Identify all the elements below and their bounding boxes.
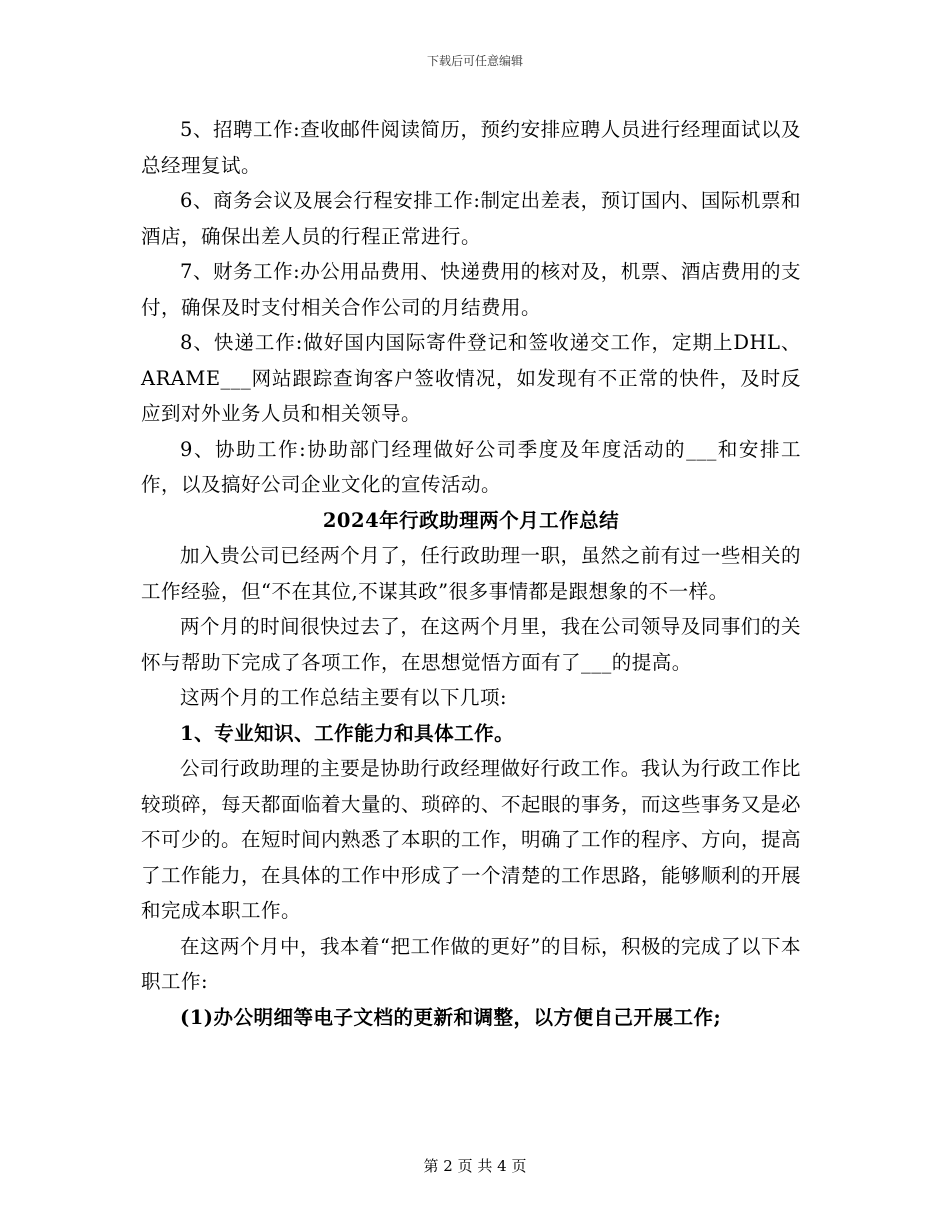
- subheading-knowledge: 1、专业知识、工作能力和具体工作。: [180, 721, 515, 745]
- paragraph-business-travel: 6、商务会议及展会行程安排工作:制定出差表，预订国内、国际机票和酒店，确保出差人员的行程正常进行。: [141, 189, 801, 248]
- section-title: 2024年行政助理两个月工作总结: [322, 508, 620, 532]
- document-body: [141, 112, 801, 1035]
- paragraph-courier: 8、快递工作:做好国内国际寄件登记和签收递交工作，定期上DHL、ARAME___网站跟踪查询客户签收情况，如发现有不正常的快件，及时反应到对外业务人员和相关领导。: [141, 331, 801, 425]
- paragraph-duties: 公司行政助理的主要是协助行政经理做好行政工作。我认为行政工作比较琐碎，每天都面临着大量的、琐碎的、不起眼的事务，而这些事务又是必不可少的。在短时间内熟悉了本职的工作，明确了工作的程序、方向，提高了工作能力，在具体的工作中形成了一个清楚的工作思路，能够顺利的开展和完成本职工作。: [141, 757, 802, 922]
- paragraph-two-months: 两个月的时间很快过去了，在这两个月里，我在公司领导及同事们的关怀与帮助下完成了各项工作，在思想觉悟方面有了___的提高。: [141, 615, 801, 674]
- paragraph-intro: 加入贵公司已经两个月了，任行政助理一职，虽然之前有过一些相关的工作经验，但“不在其位,不谋其政”很多事情都是跟想象的不一样。: [141, 544, 801, 603]
- paragraph-recruitment: 5、招聘工作:查收邮件阅读简历，预约安排应聘人员进行经理面试以及总经理复试。: [141, 118, 801, 177]
- paragraph-summary-lead: 这两个月的工作总结主要有以下几项:: [180, 686, 508, 709]
- page-footer: 第 2 页 共 4 页: [423, 1157, 527, 1175]
- page-header: 下载后可任意编辑: [426, 54, 523, 68]
- list-item-documents: (1)办公明细等电子文档的更新和调整，以方便自己开展工作;: [180, 1005, 722, 1029]
- paragraph-goal: 在这两个月中，我本着“把工作做的更好”的目标，积极的完成了以下本职工作:: [141, 934, 801, 993]
- paragraph-finance: 7、财务工作:办公用品费用、快递费用的核对及，机票、酒店费用的支付，确保及时支付相关合作公司的月结费用。: [141, 260, 801, 319]
- paragraph-assistance: 9、协助工作:协助部门经理做好公司季度及年度活动的___和安排工作，以及搞好公司企业文化的宣传活动。: [141, 437, 801, 496]
